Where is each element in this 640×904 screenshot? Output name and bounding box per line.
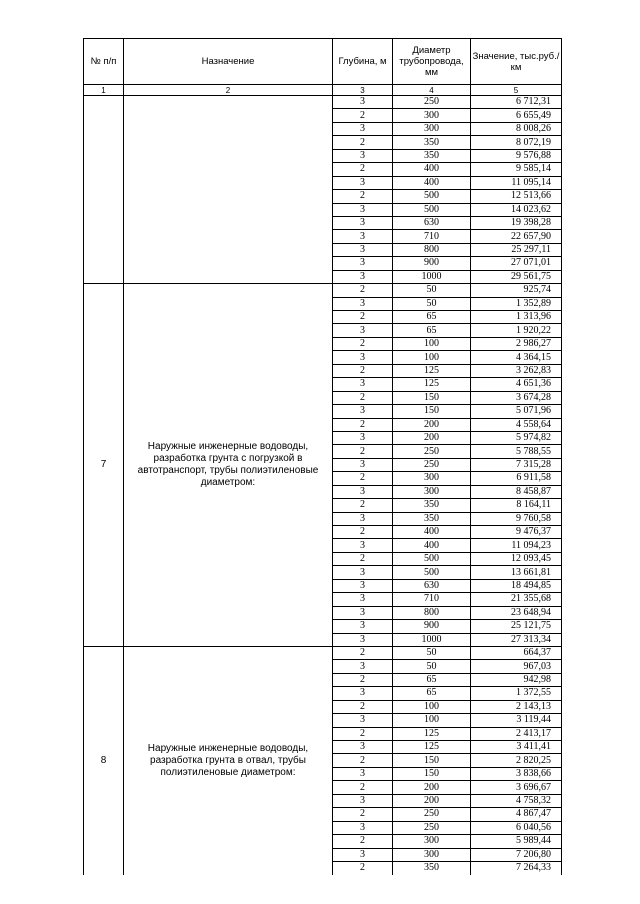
depth-cell: 3 <box>333 378 393 391</box>
value-cell: 925,74 <box>471 284 562 297</box>
value-cell: 7 206,80 <box>471 848 562 861</box>
value-cell: 8 008,26 <box>471 122 562 135</box>
diameter-cell: 50 <box>393 660 471 673</box>
depth-cell: 3 <box>333 297 393 310</box>
value-cell: 13 661,81 <box>471 566 562 579</box>
value-cell: 6 712,31 <box>471 96 562 109</box>
depth-cell: 3 <box>333 458 393 471</box>
depth-cell: 2 <box>333 754 393 767</box>
value-cell: 7 315,28 <box>471 458 562 471</box>
value-cell: 8 072,19 <box>471 136 562 149</box>
value-cell: 1 920,22 <box>471 324 562 337</box>
diameter-cell: 150 <box>393 391 471 404</box>
depth-cell: 3 <box>333 257 393 270</box>
diameter-cell: 300 <box>393 835 471 848</box>
depth-cell: 3 <box>333 687 393 700</box>
group-description: Наружные инженерные водоводы, разработка грунта с погрузкой в автотранспорт, трубы полиэтиленовые диаметром: <box>124 284 333 647</box>
value-cell: 942,98 <box>471 673 562 686</box>
value-cell: 2 820,25 <box>471 754 562 767</box>
depth-cell: 2 <box>333 472 393 485</box>
diameter-cell: 250 <box>393 96 471 109</box>
diameter-cell: 125 <box>393 364 471 377</box>
depth-cell: 3 <box>333 741 393 754</box>
value-cell: 6 911,58 <box>471 472 562 485</box>
diameter-cell: 900 <box>393 257 471 270</box>
depth-cell: 2 <box>333 673 393 686</box>
depth-cell: 3 <box>333 848 393 861</box>
depth-cell: 3 <box>333 216 393 229</box>
tariff-table <box>83 38 562 875</box>
value-cell: 3 838,66 <box>471 767 562 780</box>
diameter-cell: 710 <box>393 593 471 606</box>
value-cell: 2 413,17 <box>471 727 562 740</box>
header-num: № п/п <box>84 39 124 85</box>
diameter-cell: 500 <box>393 552 471 565</box>
value-cell: 21 355,68 <box>471 593 562 606</box>
value-cell: 8 458,87 <box>471 485 562 498</box>
value-cell: 27 313,34 <box>471 633 562 646</box>
diameter-cell: 50 <box>393 284 471 297</box>
diameter-cell: 250 <box>393 458 471 471</box>
depth-cell: 3 <box>333 566 393 579</box>
value-cell: 14 023,62 <box>471 203 562 216</box>
depth-cell: 3 <box>333 485 393 498</box>
depth-cell: 2 <box>333 808 393 821</box>
depth-cell: 3 <box>333 633 393 646</box>
value-cell: 11 094,23 <box>471 539 562 552</box>
depth-cell: 2 <box>333 499 393 512</box>
table-body <box>84 96 562 875</box>
depth-cell: 2 <box>333 391 393 404</box>
value-cell: 6 655,49 <box>471 109 562 122</box>
depth-cell: 2 <box>333 445 393 458</box>
depth-cell: 3 <box>333 243 393 256</box>
value-cell: 9 585,14 <box>471 163 562 176</box>
diameter-cell: 300 <box>393 122 471 135</box>
group-number: 7 <box>84 284 124 647</box>
depth-cell: 3 <box>333 579 393 592</box>
value-cell: 5 989,44 <box>471 835 562 848</box>
depth-cell: 2 <box>333 418 393 431</box>
diameter-cell: 125 <box>393 727 471 740</box>
diameter-cell: 1000 <box>393 633 471 646</box>
depth-cell: 3 <box>333 351 393 364</box>
group-number <box>84 96 124 284</box>
value-cell: 4 364,15 <box>471 351 562 364</box>
depth-cell: 2 <box>333 311 393 324</box>
depth-cell: 2 <box>333 861 393 874</box>
depth-cell: 3 <box>333 767 393 780</box>
depth-cell: 3 <box>333 512 393 525</box>
diameter-cell: 800 <box>393 243 471 256</box>
diameter-cell: 710 <box>393 230 471 243</box>
depth-cell: 2 <box>333 646 393 659</box>
value-cell: 4 558,64 <box>471 418 562 431</box>
diameter-cell: 400 <box>393 176 471 189</box>
value-cell: 12 513,66 <box>471 190 562 203</box>
value-cell: 25 121,75 <box>471 620 562 633</box>
diameter-cell: 250 <box>393 808 471 821</box>
value-cell: 4 758,32 <box>471 794 562 807</box>
column-index: 3 <box>333 85 393 96</box>
depth-cell: 2 <box>333 526 393 539</box>
value-cell: 3 674,28 <box>471 391 562 404</box>
depth-cell: 3 <box>333 230 393 243</box>
depth-cell: 3 <box>333 149 393 162</box>
diameter-cell: 65 <box>393 324 471 337</box>
value-cell: 22 657,90 <box>471 230 562 243</box>
diameter-cell: 125 <box>393 741 471 754</box>
depth-cell: 3 <box>333 122 393 135</box>
diameter-cell: 250 <box>393 821 471 834</box>
depth-cell: 2 <box>333 337 393 350</box>
value-cell: 23 648,94 <box>471 606 562 619</box>
value-cell: 1 352,89 <box>471 297 562 310</box>
column-index-row <box>84 85 562 96</box>
value-cell: 1 372,55 <box>471 687 562 700</box>
depth-cell: 2 <box>333 835 393 848</box>
depth-cell: 3 <box>333 714 393 727</box>
diameter-cell: 100 <box>393 337 471 350</box>
diameter-cell: 50 <box>393 646 471 659</box>
value-cell: 11 095,14 <box>471 176 562 189</box>
header-value: Значение, тыс.руб./км <box>471 39 562 85</box>
value-cell: 27 071,01 <box>471 257 562 270</box>
diameter-cell: 300 <box>393 848 471 861</box>
depth-cell: 3 <box>333 620 393 633</box>
diameter-cell: 65 <box>393 673 471 686</box>
diameter-cell: 150 <box>393 405 471 418</box>
table-row <box>84 96 562 109</box>
diameter-cell: 50 <box>393 297 471 310</box>
depth-cell: 3 <box>333 606 393 619</box>
diameter-cell: 500 <box>393 190 471 203</box>
value-cell: 4 651,36 <box>471 378 562 391</box>
value-cell: 3 696,67 <box>471 781 562 794</box>
diameter-cell: 150 <box>393 754 471 767</box>
value-cell: 967,03 <box>471 660 562 673</box>
depth-cell: 2 <box>333 136 393 149</box>
value-cell: 9 760,58 <box>471 512 562 525</box>
depth-cell: 3 <box>333 539 393 552</box>
depth-cell: 3 <box>333 593 393 606</box>
value-cell: 9 576,88 <box>471 149 562 162</box>
diameter-cell: 300 <box>393 485 471 498</box>
depth-cell: 2 <box>333 109 393 122</box>
diameter-cell: 400 <box>393 526 471 539</box>
value-cell: 5 071,96 <box>471 405 562 418</box>
diameter-cell: 100 <box>393 351 471 364</box>
diameter-cell: 350 <box>393 512 471 525</box>
diameter-cell: 900 <box>393 620 471 633</box>
header-name: Назначение <box>124 39 333 85</box>
depth-cell: 3 <box>333 96 393 109</box>
column-index: 5 <box>471 85 562 96</box>
diameter-cell: 350 <box>393 149 471 162</box>
group-description: Наружные инженерные водоводы, разработка грунта в отвал, трубы полиэтиленовые диаметром: <box>124 646 333 874</box>
depth-cell: 3 <box>333 176 393 189</box>
diameter-cell: 200 <box>393 781 471 794</box>
value-cell: 25 297,11 <box>471 243 562 256</box>
depth-cell: 2 <box>333 727 393 740</box>
table-row <box>84 646 562 659</box>
column-index: 4 <box>393 85 471 96</box>
value-cell: 2 143,13 <box>471 700 562 713</box>
depth-cell: 2 <box>333 700 393 713</box>
diameter-cell: 100 <box>393 714 471 727</box>
diameter-cell: 200 <box>393 418 471 431</box>
depth-cell: 3 <box>333 203 393 216</box>
diameter-cell: 300 <box>393 472 471 485</box>
table-row <box>84 284 562 297</box>
depth-cell: 2 <box>333 364 393 377</box>
header-depth: Глубина, м <box>333 39 393 85</box>
diameter-cell: 500 <box>393 566 471 579</box>
depth-cell: 3 <box>333 431 393 444</box>
diameter-cell: 300 <box>393 109 471 122</box>
depth-cell: 3 <box>333 821 393 834</box>
group-description <box>124 96 333 284</box>
depth-cell: 2 <box>333 163 393 176</box>
diameter-cell: 65 <box>393 311 471 324</box>
diameter-cell: 1000 <box>393 270 471 283</box>
group-number: 8 <box>84 646 124 874</box>
value-cell: 12 093,45 <box>471 552 562 565</box>
diameter-cell: 100 <box>393 700 471 713</box>
diameter-cell: 150 <box>393 767 471 780</box>
value-cell: 3 119,44 <box>471 714 562 727</box>
diameter-cell: 500 <box>393 203 471 216</box>
diameter-cell: 630 <box>393 579 471 592</box>
value-cell: 8 164,11 <box>471 499 562 512</box>
diameter-cell: 65 <box>393 687 471 700</box>
value-cell: 6 040,56 <box>471 821 562 834</box>
depth-cell: 2 <box>333 781 393 794</box>
diameter-cell: 630 <box>393 216 471 229</box>
column-index: 1 <box>84 85 124 96</box>
value-cell: 19 398,28 <box>471 216 562 229</box>
depth-cell: 2 <box>333 190 393 203</box>
value-cell: 7 264,33 <box>471 861 562 874</box>
diameter-cell: 350 <box>393 499 471 512</box>
depth-cell: 2 <box>333 552 393 565</box>
depth-cell: 2 <box>333 284 393 297</box>
column-index: 2 <box>124 85 333 96</box>
value-cell: 3 262,83 <box>471 364 562 377</box>
diameter-cell: 800 <box>393 606 471 619</box>
value-cell: 9 476,37 <box>471 526 562 539</box>
header-diameter: Диаметр трубопровода, мм <box>393 39 471 85</box>
value-cell: 29 561,75 <box>471 270 562 283</box>
diameter-cell: 200 <box>393 794 471 807</box>
depth-cell: 3 <box>333 405 393 418</box>
value-cell: 664,37 <box>471 646 562 659</box>
diameter-cell: 350 <box>393 861 471 874</box>
depth-cell: 3 <box>333 270 393 283</box>
value-cell: 2 986,27 <box>471 337 562 350</box>
value-cell: 1 313,96 <box>471 311 562 324</box>
depth-cell: 3 <box>333 660 393 673</box>
depth-cell: 3 <box>333 794 393 807</box>
value-cell: 5 788,55 <box>471 445 562 458</box>
diameter-cell: 250 <box>393 445 471 458</box>
diameter-cell: 125 <box>393 378 471 391</box>
diameter-cell: 350 <box>393 136 471 149</box>
diameter-cell: 400 <box>393 539 471 552</box>
value-cell: 3 411,41 <box>471 741 562 754</box>
diameter-cell: 200 <box>393 431 471 444</box>
diameter-cell: 400 <box>393 163 471 176</box>
value-cell: 5 974,82 <box>471 431 562 444</box>
depth-cell: 3 <box>333 324 393 337</box>
value-cell: 4 867,47 <box>471 808 562 821</box>
value-cell: 18 494,85 <box>471 579 562 592</box>
table-header-row <box>84 39 562 85</box>
